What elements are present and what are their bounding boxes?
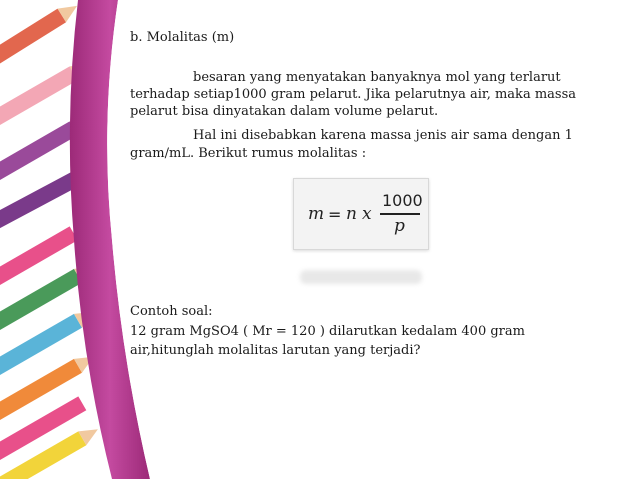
formula-equals: =	[328, 205, 342, 224]
formula-reflection	[300, 270, 422, 284]
definition-line-2: terhadap setiap1000 gram pelarut. Jika pelarutnya air, maka massa	[130, 87, 576, 102]
example-label: Contoh soal:	[130, 304, 213, 319]
molality-formula-image	[293, 178, 429, 250]
example-line-2: air,hitunglah molalitas larutan yang terjadi?	[130, 343, 421, 358]
explanation-line-2: gram/mL. Berikut rumus molalitas :	[130, 146, 367, 161]
definition-line-3: pelarut bisa dinyatakan dalam volume pelarut.	[130, 104, 439, 119]
formula-denominator: p	[394, 216, 405, 236]
definition-line-1: besaran yang menyatakan banyaknya mol yang terlarut	[193, 70, 561, 85]
formula-n: n	[346, 204, 357, 224]
formula-times: x	[362, 204, 372, 224]
fraction-bar	[380, 213, 420, 215]
example-line-1: 12 gram MgSO4 ( Mr = 120 ) dilarutkan kedalam 400 gram	[130, 324, 525, 339]
formula-numerator: 1000	[382, 191, 423, 210]
formula-m: m	[308, 204, 325, 224]
explanation-line-1: Hal ini disebabkan karena massa jenis air sama dengan 1	[193, 128, 573, 143]
section-heading: b. Molalitas (m)	[130, 30, 235, 45]
